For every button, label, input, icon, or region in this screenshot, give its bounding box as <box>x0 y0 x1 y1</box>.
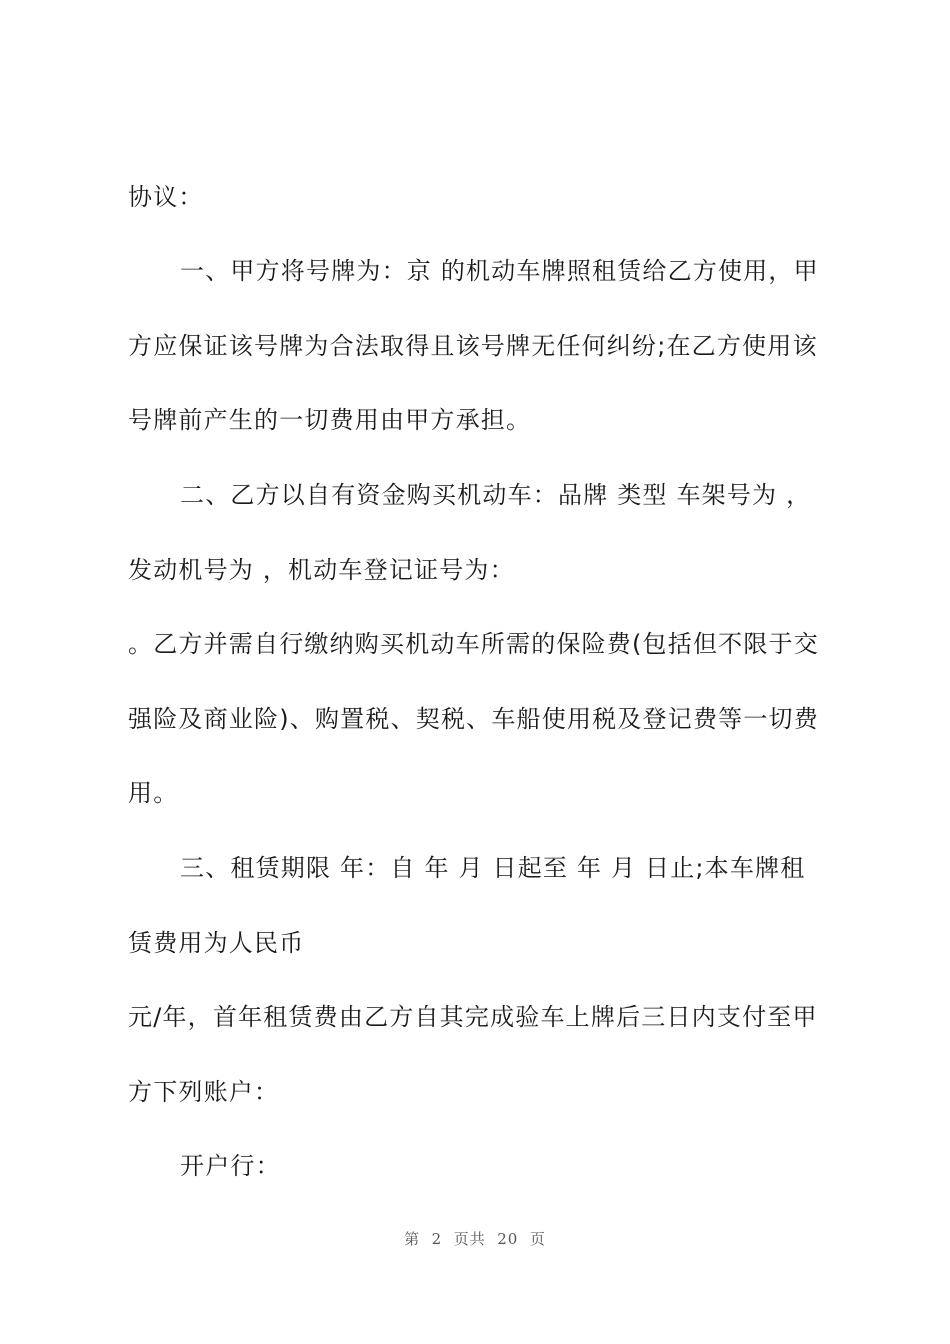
text-line-1: 协议： <box>128 183 204 211</box>
text-line-14: 开户行： <box>180 1152 281 1180</box>
text-line-12: 元/年，首年租赁费由乙方自其完成验车上牌后三日内支付至甲 <box>128 1003 818 1031</box>
text-line-3: 方应保证该号牌为合法取得且该号牌无任何纠纷;在乙方使用该 <box>128 332 818 360</box>
text-line-8: 强险及商业险)、购置税、契税、车船使用税及登记费等一切费 <box>128 705 819 733</box>
text-line-11: 赁费用为人民币 <box>128 929 305 957</box>
text-line-13: 方下列账户： <box>128 1078 280 1106</box>
text-line-7: 。乙方并需自行缴纳购买机动车所需的保险费(包括但不限于交 <box>128 630 819 658</box>
text-line-6: 发动机号为 ，机动车登记证号为： <box>128 556 515 584</box>
text-line-2: 一、甲方将号牌为：京 的机动车牌照租赁给乙方使用，甲 <box>180 257 819 285</box>
text-line-9: 用。 <box>128 779 179 807</box>
text-line-5: 二、乙方以自有资金购买机动车：品牌 类型 车架号为 ， <box>180 481 812 509</box>
text-line-10: 三、租赁期限 年：自 年 月 日起至 年 月 日止;本车牌租 <box>180 854 806 882</box>
page-number-footer: 第 2 页共 20 页 <box>404 1230 546 1248</box>
text-line-4: 号牌前产生的一切费用由甲方承担。 <box>128 406 532 434</box>
